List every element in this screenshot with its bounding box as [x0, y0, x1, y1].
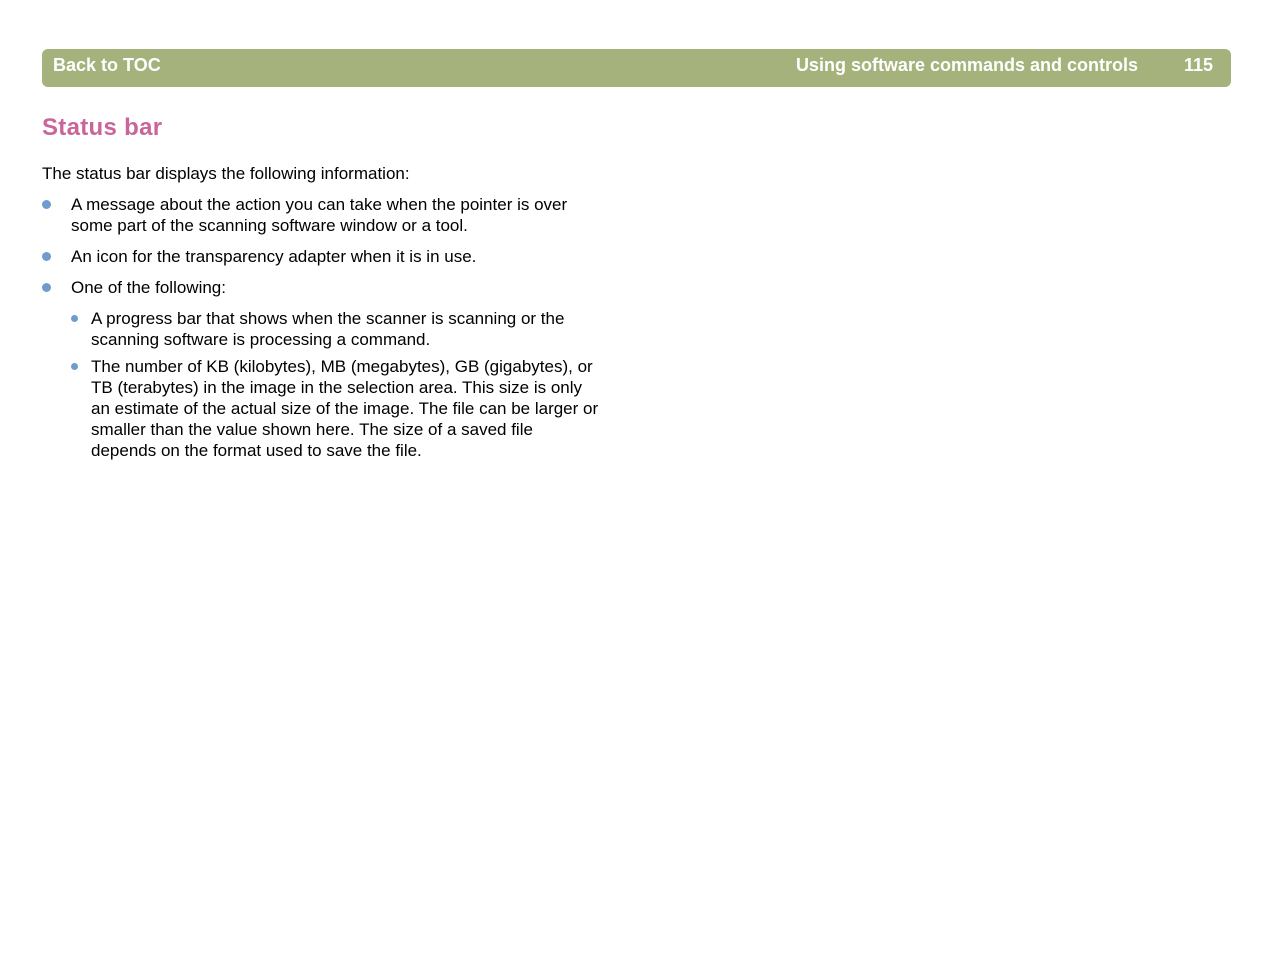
bullet-list	[42, 194, 602, 461]
back-to-toc-link[interactable]: Back to TOC	[53, 55, 161, 75]
sub-list-item-text: A progress bar that shows when the scanner is scanning or the scanning software is processing a command.	[91, 309, 565, 349]
sub-list-item-text: The number of KB (kilobytes), MB (megabytes), GB (gigabytes), or TB (terabytes) in the image in the selection area. This size is only an estimate of the actual size of the image. The file can be larger or smaller than the value shown here. The size of a saved file depends on the format used to save the file.	[91, 357, 599, 460]
header-bar	[42, 49, 1231, 87]
list-item-text: One of the following:	[71, 278, 226, 297]
bullet-dot-icon	[42, 200, 51, 209]
list-item-text: An icon for the transparency adapter when it is in use.	[71, 247, 477, 266]
sub-list-item	[71, 356, 602, 461]
list-item	[42, 194, 602, 236]
bullet-dot-icon	[71, 315, 78, 322]
bullet-dot-icon	[42, 283, 51, 292]
list-item	[42, 277, 602, 461]
list-item-text: A message about the action you can take when the pointer is over some part of the scanning software window or a tool.	[71, 195, 568, 235]
chapter-title: Using software commands and controls	[795, 55, 1138, 75]
bullet-dot-icon	[71, 363, 78, 370]
section-content	[42, 163, 602, 471]
list-item	[42, 246, 602, 267]
intro-text: The status bar displays the following information:	[42, 164, 410, 183]
page-number: 115	[1183, 55, 1213, 75]
bullet-dot-icon	[42, 252, 51, 261]
section-title: Status bar	[42, 114, 163, 141]
sub-bullet-list	[71, 308, 602, 461]
sub-list-item	[71, 308, 602, 350]
